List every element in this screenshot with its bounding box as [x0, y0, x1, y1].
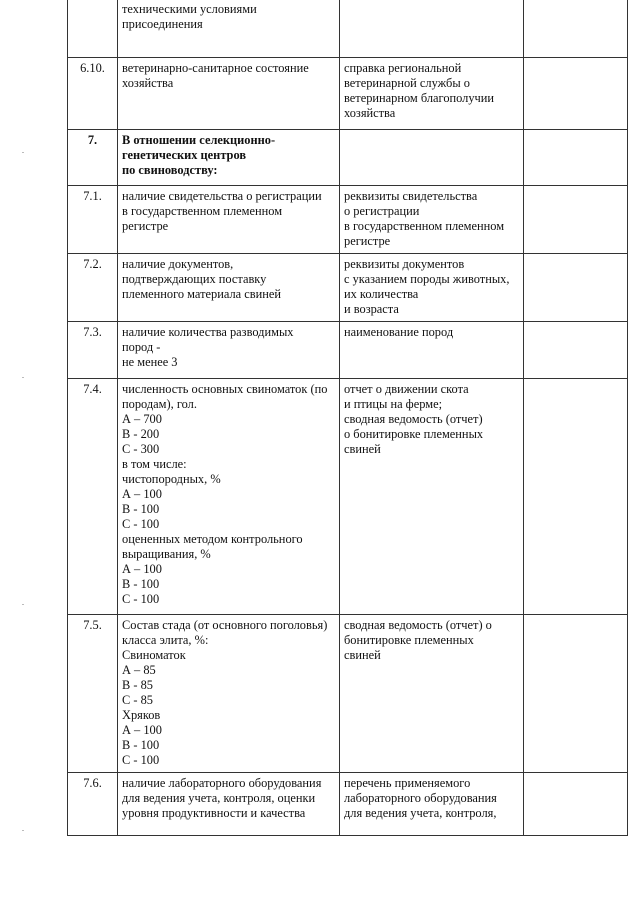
requirement-line: В - 100 — [122, 577, 160, 591]
table-row — [68, 615, 628, 773]
requirement-line: в государственном племенном — [122, 204, 283, 218]
requirement-line: Свиноматок — [122, 648, 186, 662]
table-row — [68, 130, 628, 186]
requirement-line: А – 100 — [122, 487, 162, 501]
requirement-line: С - 100 — [122, 753, 160, 767]
document-line: ветеринарной службы о — [344, 76, 470, 90]
row-number: 7.6. — [68, 773, 118, 836]
document-cell — [340, 0, 524, 58]
document-line: бонитировке племенных — [344, 633, 474, 647]
requirement-cell — [118, 615, 340, 773]
document-line: ветеринарном благополучии — [344, 91, 495, 105]
requirement-line: пород - — [122, 340, 161, 354]
document-line: справка региональной — [344, 61, 462, 75]
requirement-line: подтверждающих поставку — [122, 272, 267, 286]
document-line: для ведения учета, контроля, — [344, 806, 497, 820]
requirement-line: В - 200 — [122, 427, 160, 441]
notes-cell — [524, 379, 628, 615]
notes-cell — [524, 615, 628, 773]
document-cell — [340, 322, 524, 379]
requirement-line: хозяйства — [122, 76, 174, 90]
requirement-line: наличие свидетельства о регистрации — [122, 189, 322, 203]
document-cell — [340, 254, 524, 322]
notes-cell — [524, 58, 628, 130]
requirement-line: ветеринарно-санитарное состояние — [122, 61, 309, 75]
document-line: свиней — [344, 648, 381, 662]
requirement-line: выращивания, % — [122, 547, 211, 561]
requirement-line: по свиноводству: — [122, 163, 218, 177]
document-line: их количества — [344, 287, 419, 301]
requirement-line: В - 85 — [122, 678, 153, 692]
table-row — [68, 186, 628, 254]
table-row — [68, 254, 628, 322]
row-number — [68, 0, 118, 58]
document-line: свиней — [344, 442, 381, 456]
document-line: о бонитировке племенных — [344, 427, 484, 441]
document-line: наименование пород — [344, 325, 454, 339]
row-number: 7. — [68, 130, 118, 186]
requirement-line: С - 100 — [122, 517, 160, 531]
document-line: реквизиты документов — [344, 257, 465, 271]
notes-cell — [524, 0, 628, 58]
requirement-line: наличие количества разводимых — [122, 325, 294, 339]
document-line: и птицы на ферме; — [344, 397, 443, 411]
requirement-cell — [118, 254, 340, 322]
requirement-line: наличие лабораторного оборудования — [122, 776, 322, 790]
document-line: хозяйства — [344, 106, 396, 120]
requirement-line: С - 85 — [122, 693, 153, 707]
document-line: перечень применяемого — [344, 776, 471, 790]
document-cell — [340, 773, 524, 836]
requirement-line: В - 100 — [122, 738, 160, 752]
table-row — [68, 58, 628, 130]
notes-cell — [524, 130, 628, 186]
requirement-line: А – 85 — [122, 663, 156, 677]
requirement-line: регистре — [122, 219, 169, 233]
requirement-cell — [118, 58, 340, 130]
requirement-line: породам), гол. — [122, 397, 197, 411]
row-number: 7.5. — [68, 615, 118, 773]
row-number: 6.10. — [68, 58, 118, 130]
row-number: 7.4. — [68, 379, 118, 615]
requirement-line: уровня продуктивности и качества — [122, 806, 306, 820]
requirement-line: А – 700 — [122, 412, 162, 426]
document-cell — [340, 615, 524, 773]
requirement-line: В - 100 — [122, 502, 160, 516]
requirement-line: А – 100 — [122, 723, 162, 737]
requirement-line: оцененных методом контрольного — [122, 532, 303, 546]
requirement-line: чистопородных, % — [122, 472, 221, 486]
document-line: сводная ведомость (отчет) о — [344, 618, 492, 632]
requirement-line: для ведения учета, контроля, оценки — [122, 791, 316, 805]
requirement-line: не менее 3 — [122, 355, 178, 369]
requirement-cell — [118, 0, 340, 58]
document-line: и возраста — [344, 302, 399, 316]
notes-cell — [524, 254, 628, 322]
requirement-line: С - 300 — [122, 442, 160, 456]
table-row — [68, 773, 628, 836]
requirement-line: присоединения — [122, 17, 203, 31]
row-number: 7.1. — [68, 186, 118, 254]
requirement-line: генетических центров — [122, 148, 247, 162]
document-line: с указанием породы животных, — [344, 272, 510, 286]
table-row — [68, 322, 628, 379]
document-cell — [340, 379, 524, 615]
notes-cell — [524, 322, 628, 379]
table-row — [68, 379, 628, 615]
requirement-cell — [118, 773, 340, 836]
table-row — [68, 0, 628, 58]
document-line: реквизиты свидетельства — [344, 189, 478, 203]
document-line: в государственном племенном — [344, 219, 505, 233]
requirements-table — [67, 0, 628, 836]
requirement-line: класса элита, %: — [122, 633, 209, 647]
document-cell — [340, 186, 524, 254]
document-line: о регистрации — [344, 204, 420, 218]
section-heading — [118, 130, 340, 186]
row-number: 7.2. — [68, 254, 118, 322]
requirement-line: наличие документов, — [122, 257, 234, 271]
notes-cell — [524, 773, 628, 836]
requirement-line: Хряков — [122, 708, 161, 722]
row-number: 7.3. — [68, 322, 118, 379]
notes-cell — [524, 186, 628, 254]
requirement-cell — [118, 322, 340, 379]
requirement-line: в том числе: — [122, 457, 187, 471]
document-line: сводная ведомость (отчет) — [344, 412, 483, 426]
requirement-cell — [118, 379, 340, 615]
document-line: регистре — [344, 234, 391, 248]
requirement-line: Состав стада (от основного поголовья) — [122, 618, 328, 632]
document-cell — [340, 58, 524, 130]
document-cell — [340, 130, 524, 186]
requirement-line: численность основных свиноматок (по — [122, 382, 328, 396]
requirement-line: В отношении селекционно- — [122, 133, 276, 147]
requirement-line: племенного материала свиней — [122, 287, 281, 301]
document-line: отчет о движении скота — [344, 382, 469, 396]
requirement-line: С - 100 — [122, 592, 160, 606]
requirement-cell — [118, 186, 340, 254]
requirement-line: техническими условиями — [122, 2, 257, 16]
document-line: лабораторного оборудования — [344, 791, 497, 805]
requirement-line: А – 100 — [122, 562, 162, 576]
